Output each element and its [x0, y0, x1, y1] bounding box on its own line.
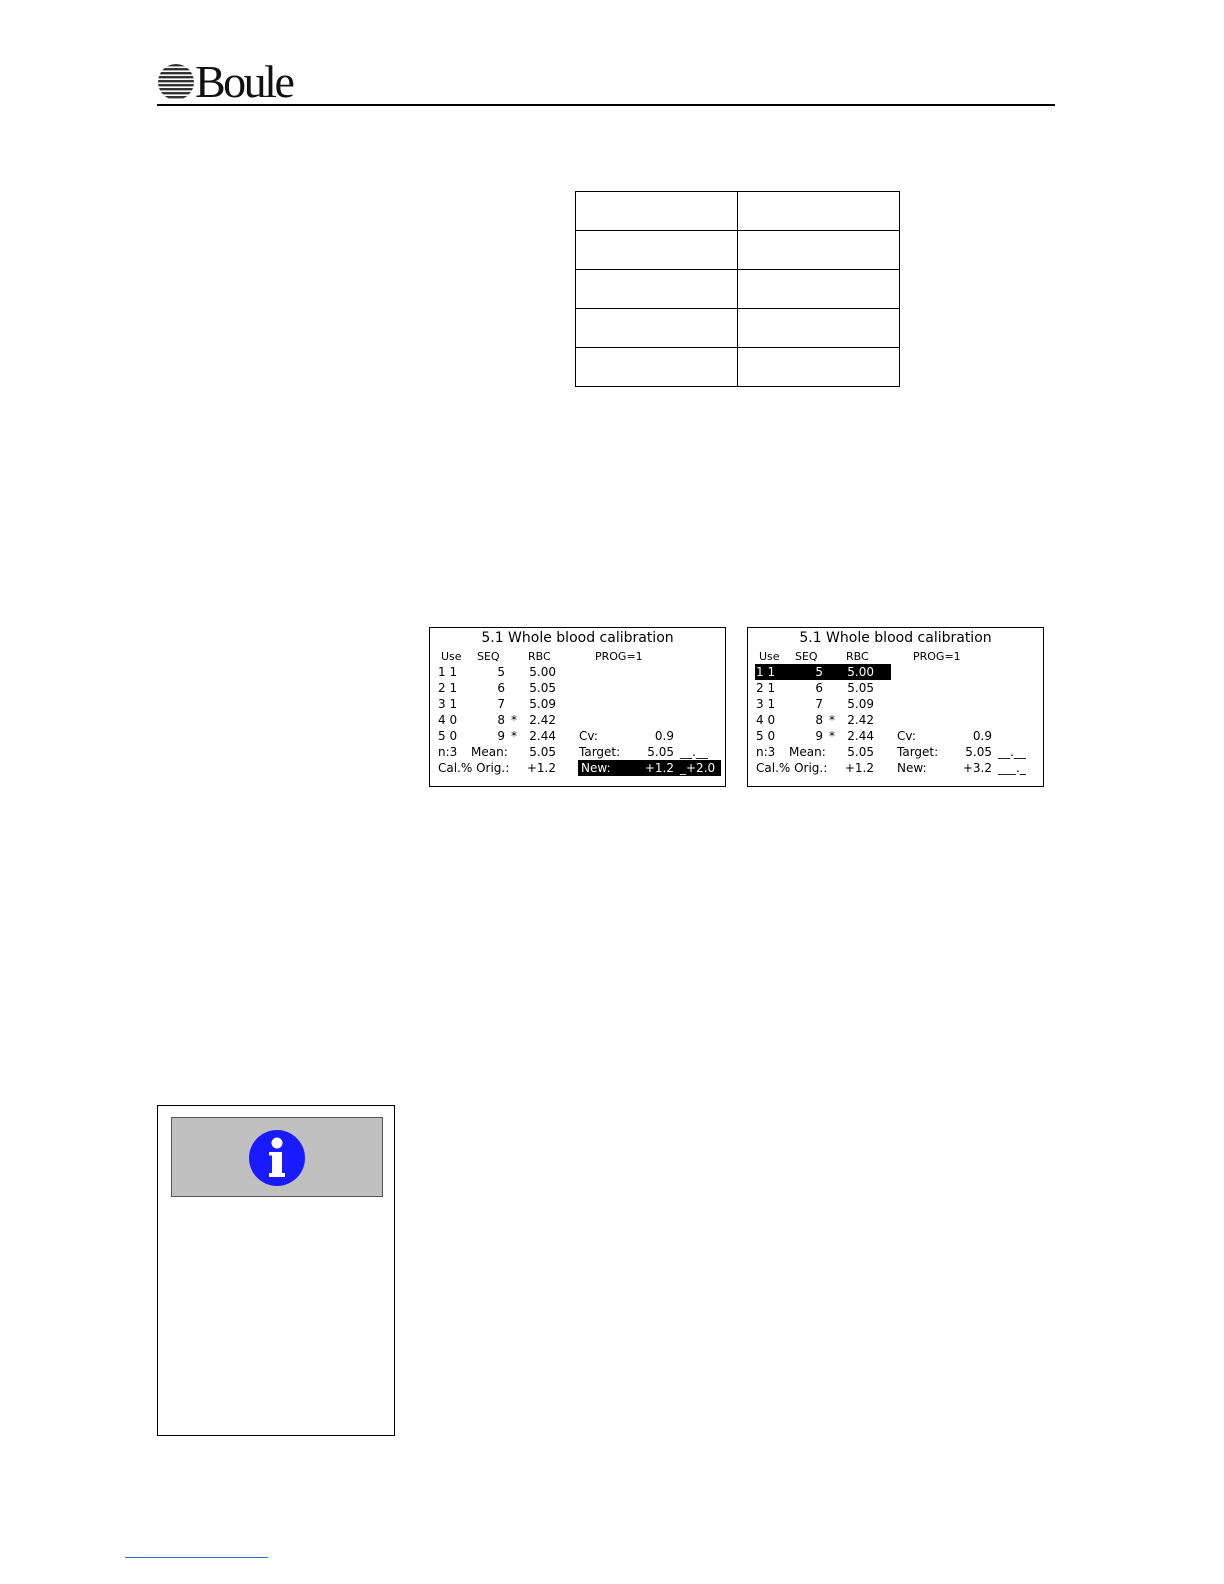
row-rbc: 5.05	[529, 681, 556, 695]
screen-title: 5.1 Whole blood calibration	[481, 630, 674, 646]
row-use: 4 0	[756, 713, 776, 727]
row-rbc: 2.42	[529, 713, 556, 727]
row-rbc: 5.00	[847, 665, 874, 679]
table-cell	[738, 309, 900, 348]
col-header-rbc: RBC	[528, 650, 551, 663]
col-header-use: Use	[759, 650, 780, 663]
empty-table	[575, 191, 900, 387]
info-note-box	[157, 1105, 395, 1436]
prog-label: PROG=1	[595, 650, 643, 663]
col-header-seq: SEQ	[795, 650, 818, 663]
cv-value: 0.9	[972, 729, 992, 743]
row-seq: 5	[815, 665, 823, 679]
mean-label: Mean:	[471, 745, 508, 759]
new-label: New:	[897, 761, 927, 775]
row-use: 3 1	[438, 697, 458, 711]
brand-name: Boule	[195, 56, 293, 107]
target-entry-field[interactable]: __.__	[680, 745, 708, 759]
table-cell	[576, 270, 738, 309]
row-seq: 7	[497, 697, 505, 711]
row-rbc: 2.44	[847, 729, 874, 743]
row-rbc: 5.00	[529, 665, 556, 679]
row-rbc: 5.09	[847, 697, 874, 711]
table-cell	[738, 192, 900, 231]
info-icon	[248, 1129, 306, 1187]
table-row	[576, 231, 900, 270]
target-label: Target:	[897, 745, 939, 759]
target-label: Target:	[579, 745, 621, 759]
col-header-use: Use	[441, 650, 462, 663]
cal-orig-label: Cal.% Orig.:	[438, 761, 510, 775]
screen-title: 5.1 Whole blood calibration	[799, 630, 992, 646]
row-rbc: 2.42	[847, 713, 874, 727]
table-row	[576, 270, 900, 309]
new-entry-field[interactable]: ___._	[998, 761, 1026, 775]
row-seq: 6	[815, 681, 823, 695]
row-seq: 7	[815, 697, 823, 711]
row-flag: *	[511, 729, 517, 743]
info-note-header	[171, 1117, 383, 1197]
n-label: n:3	[438, 745, 458, 759]
row-use[interactable]: 1 1	[756, 665, 776, 679]
table-row	[576, 348, 900, 387]
row-use: 1 1	[438, 665, 458, 679]
table-row	[576, 192, 900, 231]
row-rbc: 2.44	[529, 729, 556, 743]
mean-value: 5.05	[529, 745, 556, 759]
table-cell	[738, 270, 900, 309]
table-cell	[738, 231, 900, 270]
row-use: 5 0	[438, 729, 458, 743]
row-use: 2 1	[438, 681, 458, 695]
target-value: 5.05	[647, 745, 674, 759]
mean-label: Mean:	[789, 745, 826, 759]
target-value: 5.05	[965, 745, 992, 759]
brand-logo	[157, 56, 302, 107]
calibration-screen-2	[747, 627, 1044, 787]
col-header-seq: SEQ	[477, 650, 500, 663]
row-seq: 9	[815, 729, 823, 743]
row-use: 4 0	[438, 713, 458, 727]
row-flag: *	[829, 729, 835, 743]
col-header-rbc: RBC	[846, 650, 869, 663]
table-cell	[576, 231, 738, 270]
cv-label: Cv:	[579, 729, 598, 743]
new-entry-field[interactable]: _+2.0	[680, 761, 716, 775]
row-flag: *	[511, 713, 517, 727]
row-seq: 9	[497, 729, 505, 743]
row-seq: 8	[815, 713, 823, 727]
table-cell	[576, 348, 738, 387]
row-flag: *	[829, 713, 835, 727]
new-value: +1.2	[644, 761, 674, 775]
calibration-screen-1	[429, 627, 726, 787]
n-label: n:3	[756, 745, 776, 759]
prog-label: PROG=1	[913, 650, 961, 663]
row-seq: 6	[497, 681, 505, 695]
table-row	[576, 309, 900, 348]
target-entry-field[interactable]: __.__	[998, 745, 1026, 759]
row-use: 2 1	[756, 681, 776, 695]
table-cell	[576, 309, 738, 348]
new-label: New:	[581, 761, 611, 775]
header-rule	[157, 104, 1055, 106]
mean-value: 5.05	[847, 745, 874, 759]
row-rbc: 5.05	[847, 681, 874, 695]
row-seq: 8	[497, 713, 505, 727]
cv-label: Cv:	[897, 729, 916, 743]
orig-value: +1.2	[844, 761, 874, 775]
row-use: 5 0	[756, 729, 776, 743]
row-rbc: 5.09	[529, 697, 556, 711]
new-value: +3.2	[962, 761, 992, 775]
table-cell	[576, 192, 738, 231]
cal-orig-label: Cal.% Orig.:	[756, 761, 828, 775]
globe-logo-icon	[157, 63, 195, 101]
orig-value: +1.2	[526, 761, 556, 775]
row-use: 3 1	[756, 697, 776, 711]
table-cell	[738, 348, 900, 387]
row-seq: 5	[497, 665, 505, 679]
footer-link-underline[interactable]	[125, 1557, 268, 1558]
cv-value: 0.9	[654, 729, 674, 743]
